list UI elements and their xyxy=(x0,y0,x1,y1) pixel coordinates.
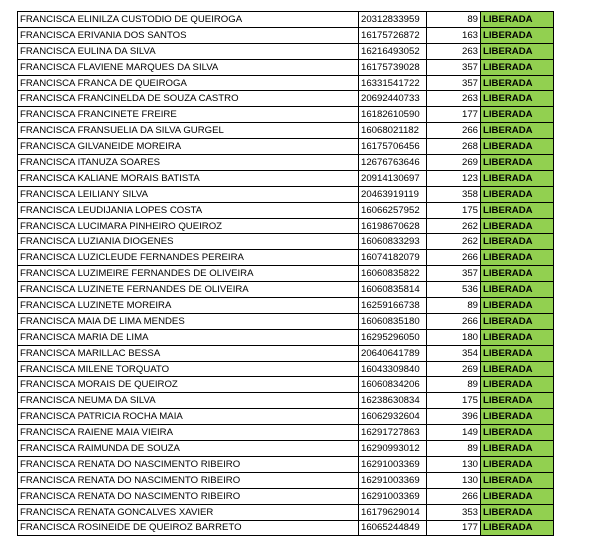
status-cell[interactable]: LIBERADA xyxy=(481,472,554,488)
name-cell[interactable]: FRANCISCA MARILLAC BESSA xyxy=(18,345,359,361)
id-number-cell[interactable]: 20692440733 xyxy=(359,91,427,107)
status-cell[interactable]: LIBERADA xyxy=(481,202,554,218)
id-number-cell[interactable]: 16068021182 xyxy=(359,123,427,139)
id-number-cell[interactable]: 16066257952 xyxy=(359,202,427,218)
table-row xyxy=(18,170,554,186)
status-cell[interactable]: LIBERADA xyxy=(481,91,554,107)
value-cell[interactable]: 163 xyxy=(427,27,481,43)
table-row xyxy=(18,218,554,234)
status-cell[interactable]: LIBERADA xyxy=(481,313,554,329)
id-number-cell[interactable]: 16175739028 xyxy=(359,59,427,75)
table-row xyxy=(18,234,554,250)
status-cell[interactable]: LIBERADA xyxy=(481,250,554,266)
value-cell[interactable]: 130 xyxy=(427,472,481,488)
value-cell[interactable]: 357 xyxy=(427,59,481,75)
id-number-cell[interactable]: 16074182079 xyxy=(359,250,427,266)
name-cell[interactable]: FRANCISCA RAIENE MAIA VIEIRA xyxy=(18,425,359,441)
table-row xyxy=(18,298,554,314)
id-number-cell[interactable]: 16290993012 xyxy=(359,441,427,457)
table-row xyxy=(18,393,554,409)
id-number-cell[interactable]: 16060835822 xyxy=(359,266,427,282)
value-cell[interactable]: 358 xyxy=(427,186,481,202)
name-cell[interactable]: FRANCISCA RENATA DO NASCIMENTO RIBEIRO xyxy=(18,456,359,472)
value-cell[interactable]: 263 xyxy=(427,43,481,59)
table-row xyxy=(18,520,554,536)
value-cell[interactable]: 89 xyxy=(427,441,481,457)
table-row xyxy=(18,377,554,393)
id-number-cell[interactable]: 16291727863 xyxy=(359,425,427,441)
status-cell[interactable]: LIBERADA xyxy=(481,456,554,472)
id-number-cell[interactable]: 16295296050 xyxy=(359,329,427,345)
table-row xyxy=(18,59,554,75)
value-cell[interactable]: 123 xyxy=(427,170,481,186)
status-cell[interactable]: LIBERADA xyxy=(481,488,554,504)
name-cell[interactable]: FRANCISCA FLAVIENE MARQUES DA SILVA xyxy=(18,59,359,75)
id-number-cell[interactable]: 16043309840 xyxy=(359,361,427,377)
status-cell[interactable]: LIBERADA xyxy=(481,266,554,282)
id-number-cell[interactable]: 16216493052 xyxy=(359,43,427,59)
status-cell[interactable]: LIBERADA xyxy=(481,59,554,75)
id-number-cell[interactable]: 16331541722 xyxy=(359,75,427,91)
name-cell[interactable]: FRANCISCA RENATA DO NASCIMENTO RIBEIRO xyxy=(18,488,359,504)
name-cell[interactable]: FRANCISCA NEUMA DA SILVA xyxy=(18,393,359,409)
name-cell[interactable]: FRANCISCA MORAIS DE QUEIROZ xyxy=(18,377,359,393)
table-row xyxy=(18,361,554,377)
id-number-cell[interactable]: 16291003369 xyxy=(359,488,427,504)
table-row xyxy=(18,12,554,28)
name-cell[interactable]: FRANCISCA KALIANE MORAIS BATISTA xyxy=(18,170,359,186)
id-number-cell[interactable]: 16259166738 xyxy=(359,298,427,314)
value-cell[interactable]: 177 xyxy=(427,520,481,536)
table-row xyxy=(18,75,554,91)
id-number-cell[interactable]: 16060833293 xyxy=(359,234,427,250)
value-cell[interactable]: 354 xyxy=(427,345,481,361)
id-number-cell[interactable]: 16179629014 xyxy=(359,504,427,520)
value-cell[interactable]: 175 xyxy=(427,393,481,409)
table-row xyxy=(18,282,554,298)
id-number-cell[interactable]: 16060835814 xyxy=(359,282,427,298)
status-cell[interactable]: LIBERADA xyxy=(481,170,554,186)
value-cell[interactable]: 263 xyxy=(427,91,481,107)
status-cell[interactable]: LIBERADA xyxy=(481,139,554,155)
status-cell[interactable]: LIBERADA xyxy=(481,298,554,314)
value-cell[interactable]: 266 xyxy=(427,313,481,329)
value-cell[interactable]: 149 xyxy=(427,425,481,441)
table-body xyxy=(18,12,554,536)
value-cell[interactable]: 177 xyxy=(427,107,481,123)
id-number-cell[interactable]: 12676763646 xyxy=(359,155,427,171)
table-row xyxy=(18,441,554,457)
table-row xyxy=(18,266,554,282)
status-cell[interactable]: LIBERADA xyxy=(481,12,554,28)
value-cell[interactable]: 266 xyxy=(427,488,481,504)
table-row xyxy=(18,504,554,520)
value-cell[interactable]: 180 xyxy=(427,329,481,345)
value-cell[interactable]: 262 xyxy=(427,234,481,250)
table-row xyxy=(18,472,554,488)
status-cell[interactable]: LIBERADA xyxy=(481,377,554,393)
table-row xyxy=(18,329,554,345)
name-cell[interactable]: FRANCISCA ERIVANIA DOS SANTOS xyxy=(18,27,359,43)
id-number-cell[interactable]: 16291003369 xyxy=(359,456,427,472)
name-cell[interactable]: FRANCISCA FRANCINELDA DE SOUZA CASTRO xyxy=(18,91,359,107)
value-cell[interactable]: 266 xyxy=(427,123,481,139)
table-row xyxy=(18,186,554,202)
status-cell[interactable]: LIBERADA xyxy=(481,27,554,43)
value-cell[interactable]: 89 xyxy=(427,12,481,28)
status-cell[interactable]: LIBERADA xyxy=(481,504,554,520)
status-cell[interactable]: LIBERADA xyxy=(481,425,554,441)
value-cell[interactable]: 268 xyxy=(427,139,481,155)
value-cell[interactable]: 89 xyxy=(427,298,481,314)
table-row xyxy=(18,313,554,329)
status-cell[interactable]: LIBERADA xyxy=(481,409,554,425)
id-number-cell[interactable]: 16065244849 xyxy=(359,520,427,536)
value-cell[interactable]: 353 xyxy=(427,504,481,520)
table-row xyxy=(18,43,554,59)
table-row xyxy=(18,202,554,218)
status-cell[interactable]: LIBERADA xyxy=(481,393,554,409)
value-cell[interactable]: 130 xyxy=(427,456,481,472)
name-cell[interactable]: FRANCISCA ELINILZA CUSTODIO DE QUEIROGA xyxy=(18,12,359,28)
status-cell[interactable]: LIBERADA xyxy=(481,345,554,361)
name-cell[interactable]: FRANCISCA LUZINETE MOREIRA xyxy=(18,298,359,314)
id-number-cell[interactable]: 20914130697 xyxy=(359,170,427,186)
name-cell[interactable]: FRANCISCA LUZICLEUDE FERNANDES PEREIRA xyxy=(18,250,359,266)
id-number-cell[interactable]: 16238630834 xyxy=(359,393,427,409)
id-number-cell[interactable]: 16182610590 xyxy=(359,107,427,123)
value-cell[interactable]: 266 xyxy=(427,250,481,266)
id-number-cell[interactable]: 20463919119 xyxy=(359,186,427,202)
table-row xyxy=(18,250,554,266)
id-number-cell[interactable]: 20312833959 xyxy=(359,12,427,28)
name-cell[interactable]: FRANCISCA EULINA DA SILVA xyxy=(18,43,359,59)
table-row xyxy=(18,107,554,123)
table-row xyxy=(18,139,554,155)
spreadsheet-table xyxy=(17,11,554,536)
name-cell[interactable]: FRANCISCA PATRICIA ROCHA MAIA xyxy=(18,409,359,425)
status-cell[interactable]: LIBERADA xyxy=(481,155,554,171)
name-cell[interactable]: FRANCISCA LUCIMARA PINHEIRO QUEIROZ xyxy=(18,218,359,234)
name-cell[interactable]: FRANCISCA RENATA GONCALVES XAVIER xyxy=(18,504,359,520)
status-cell[interactable]: LIBERADA xyxy=(481,75,554,91)
name-cell[interactable]: FRANCISCA RAIMUNDA DE SOUZA xyxy=(18,441,359,457)
id-number-cell[interactable]: 16175726872 xyxy=(359,27,427,43)
id-number-cell[interactable]: 16198670628 xyxy=(359,218,427,234)
value-cell[interactable]: 396 xyxy=(427,409,481,425)
status-cell[interactable]: LIBERADA xyxy=(481,329,554,345)
value-cell[interactable]: 175 xyxy=(427,202,481,218)
status-cell[interactable]: LIBERADA xyxy=(481,123,554,139)
value-cell[interactable]: 536 xyxy=(427,282,481,298)
id-number-cell[interactable]: 16291003369 xyxy=(359,472,427,488)
value-cell[interactable]: 89 xyxy=(427,377,481,393)
table-row xyxy=(18,91,554,107)
name-cell[interactable]: FRANCISCA LEUDIJANIA LOPES COSTA xyxy=(18,202,359,218)
table-row xyxy=(18,345,554,361)
name-cell[interactable]: FRANCISCA ROSINEIDE DE QUEIROZ BARRETO xyxy=(18,520,359,536)
id-number-cell[interactable]: 16060834206 xyxy=(359,377,427,393)
status-cell[interactable]: LIBERADA xyxy=(481,186,554,202)
table-row xyxy=(18,27,554,43)
name-cell[interactable]: FRANCISCA LEILIANY SILVA xyxy=(18,186,359,202)
name-cell[interactable]: FRANCISCA FRANSUELIA DA SILVA GURGEL xyxy=(18,123,359,139)
name-cell[interactable]: FRANCISCA ITANUZA SOARES xyxy=(18,155,359,171)
status-cell[interactable]: LIBERADA xyxy=(481,43,554,59)
name-cell[interactable]: FRANCISCA MILENE TORQUATO xyxy=(18,361,359,377)
status-cell[interactable]: LIBERADA xyxy=(481,234,554,250)
table-row xyxy=(18,425,554,441)
status-cell[interactable]: LIBERADA xyxy=(481,107,554,123)
name-cell[interactable]: FRANCISCA MARIA DE LIMA xyxy=(18,329,359,345)
table-row xyxy=(18,123,554,139)
status-cell[interactable]: LIBERADA xyxy=(481,218,554,234)
name-cell[interactable]: FRANCISCA FRANCINETE FREIRE xyxy=(18,107,359,123)
name-cell[interactable]: FRANCISCA GILVANEIDE MOREIRA xyxy=(18,139,359,155)
table-row xyxy=(18,456,554,472)
id-number-cell[interactable]: 16175706456 xyxy=(359,139,427,155)
id-number-cell[interactable]: 16060835180 xyxy=(359,313,427,329)
name-cell[interactable]: FRANCISCA MAIA DE LIMA MENDES xyxy=(18,313,359,329)
table-row xyxy=(18,409,554,425)
id-number-cell[interactable]: 20640641789 xyxy=(359,345,427,361)
name-cell[interactable]: FRANCISCA LUZIANIA DIOGENES xyxy=(18,234,359,250)
value-cell[interactable]: 357 xyxy=(427,266,481,282)
value-cell[interactable]: 269 xyxy=(427,155,481,171)
value-cell[interactable]: 269 xyxy=(427,361,481,377)
name-cell[interactable]: FRANCISCA LUZINETE FERNANDES DE OLIVEIRA xyxy=(18,282,359,298)
status-cell[interactable]: LIBERADA xyxy=(481,441,554,457)
value-cell[interactable]: 262 xyxy=(427,218,481,234)
name-cell[interactable]: FRANCISCA FRANCA DE QUEIROGA xyxy=(18,75,359,91)
status-cell[interactable]: LIBERADA xyxy=(481,361,554,377)
table-row xyxy=(18,155,554,171)
value-cell[interactable]: 357 xyxy=(427,75,481,91)
table-row xyxy=(18,488,554,504)
name-cell[interactable]: FRANCISCA RENATA DO NASCIMENTO RIBEIRO xyxy=(18,472,359,488)
status-cell[interactable]: LIBERADA xyxy=(481,520,554,536)
name-cell[interactable]: FRANCISCA LUZIMEIRE FERNANDES DE OLIVEIRA xyxy=(18,266,359,282)
status-cell[interactable]: LIBERADA xyxy=(481,282,554,298)
id-number-cell[interactable]: 16062932604 xyxy=(359,409,427,425)
